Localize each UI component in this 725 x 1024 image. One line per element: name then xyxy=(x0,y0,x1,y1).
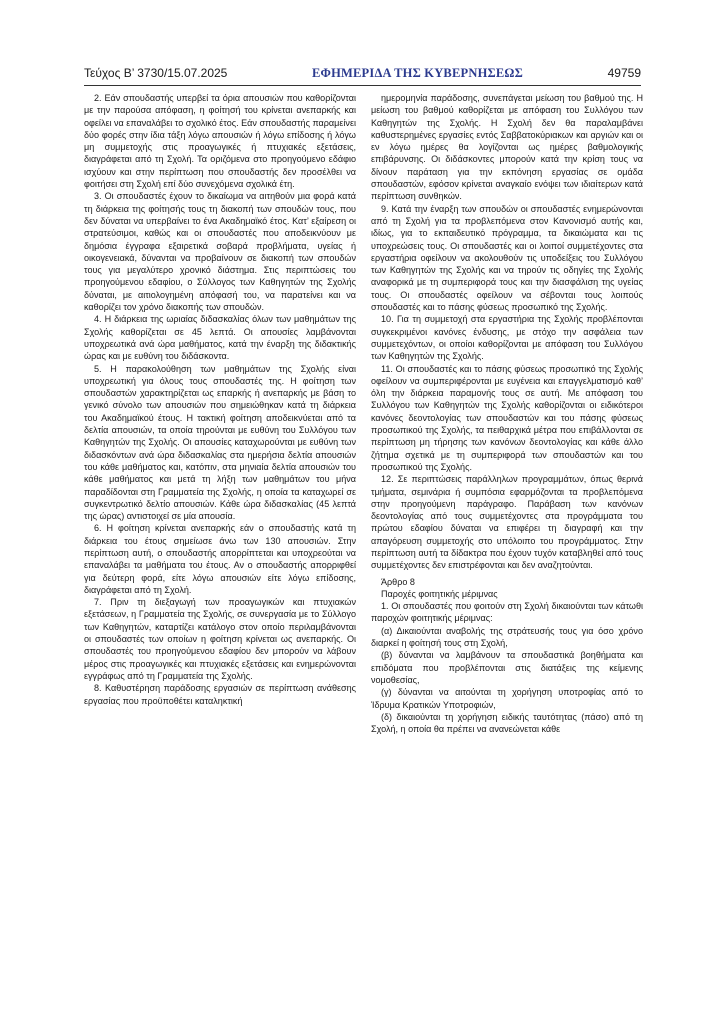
page-header xyxy=(84,66,641,84)
right-column xyxy=(371,92,643,976)
list-item: (δ) δικαιούνται τη χορήγηση ειδικής ταυτότητας (πάσο) από τη Σχολή, η οποία θα πρέπει να ανανεώνεται κάθε xyxy=(371,711,643,735)
paragraph: 6. Η φοίτηση κρίνεται ανεπαρκής εάν ο σπουδαστής κατά τη διάρκεια του έτους σημείωσε άνω των 130 απουσιών. Στην περίπτωση αυτή, ο σπουδαστής απορρίπτεται και υποχρεούται να επαναλάβει τα μαθήματα του έτους. Αν ο σπουδαστής απορριφθεί για δεύτερη φορά, είτε λόγω απουσιών είτε λόγω επίδοσης, διαγράφεται από τη Σχολή. xyxy=(84,523,356,595)
paragraph: 11. Οι σπουδαστές και το πάσης φύσεως προσωπικό της Σχολής οφείλουν να συμπεριφέρονται με ευγένεια και επαγγελματισμό καθ’ όλη την διάρκεια παραμονής τους σε αυτή. Με απόφαση του Συλλόγου των Καθηγητών της Σχολής καθορίζονται οι ειδικότεροι κανόνες δεοντολογίας των σπουδαστών και του πάσης φύσεως προσωπικού της Σχολής, τα πειθαρχικά μέτρα που επιβάλλονται σε περίπτωση μη τήρησης των κανόνων δεοντολογίας και κάθε άλλο ζήτημα σχετικά με τη συμπεριφορά των σπουδαστών και του προσωπικού της Σχολής. xyxy=(371,363,643,472)
paragraph: 9. Κατά την έναρξη των σπουδών οι σπουδαστές ενημερώνονται από τη Σχολή για τα προβλεπόμενα στον Κανονισμό αυτής και, ιδίως, για το εκπαιδευτικό πρόγραμμα, τα δικαιώματα και τις υποχρεώσεις τους. Οι σπουδαστές και οι λοιποί συμμετέχοντες στα εργαστήρια οφείλουν να ακολουθούν τις υποδείξεις του Συλλόγου των Καθηγητών της Σχολής και να τηρούν τις οδηγίες της Σχολής αναφορικά με τη συμπεριφορά τους και την διασφάλιση της υγείας τους. Οι σπουδαστές οφείλουν να σέβονται τους λοιπούς σπουδαστές και το πάσης φύσεως προσωπικό της Σχολής. xyxy=(371,203,643,313)
journal-title: ΕΦΗΜΕΡΙΔΑ ΤΗΣ ΚΥΒΕΡΝΗΣΕΩΣ xyxy=(311,66,523,80)
paragraph: 4. Η διάρκεια της ωριαίας διδασκαλίας όλων των μαθημάτων της Σχολής καθορίζεται σε 45 λεπτά. Οι απουσίες λαμβάνονται υποχρεωτικά ανά ώρα μαθήματος, κατά την έναρξη της διδακτικής ώρας και με ευθύνη του διδάσκοντα. xyxy=(84,314,356,362)
paragraph: ημερομηνία παράδοσης, συνεπάγεται μείωση του βαθμού της. Η μείωση του βαθμού καθορίζεται με απόφαση του Συλλόγου των Καθηγητών της Σχολής. Η Σχολή δεν θα παραλαμβάνει καθυστερημένες εργασίες εντός Σαββατοκύριακων και αργιών και οι εν λόγω ημέρες θα λογίζονται ως ημέρες βαθμολογικής επιβάρυνσης. Οι διδάσκοντες μπορούν κατά την κρίση τους να δίνουν παράταση για την εκπόνηση εργασίας σε ομάδα σπουδαστών, εφόσον κρίνεται αναγκαίο ενόψει των ιδιαίτερων κατά περίπτωση συνθηκών. xyxy=(371,93,643,202)
header-rule xyxy=(84,85,641,86)
article-title: Παροχές φοιτητικής μέριμνας xyxy=(381,588,498,599)
list-item: (γ) δύνανται να αιτούνται τη χορήγηση υποτροφίας από το Ίδρυμα Κρατικών Υποτροφιών, xyxy=(371,687,643,710)
paragraph: 1. Οι σπουδαστές που φοιτούν στη Σχολή δικαιούνται των κάτωθι παροχών φοιτητικής μέριμνας: xyxy=(371,601,643,624)
list-item: (β) δύνανται να λαμβάνουν τα σπουδαστικά βοηθήματα και επιδόματα που προβλέπονται στις διατάξεις της κείμενης νομοθεσίας, xyxy=(371,650,643,685)
left-column xyxy=(84,92,356,976)
article-number: Άρθρο 8 xyxy=(381,576,415,587)
paragraph: 12. Σε περιπτώσεις παράλληλων προγραμμάτων, όπως θερινά τμήματα, σεμινάρια ή συμπόσια εφαρμόζονται τα προβλεπόμενα στην προηγούμενη παράγραφο. Παράβαση των κανόνων δεοντολογίας από τους συμμετέχοντες στα προγράμματα του πρώτου εδαφίου δύναται να επιφέρει τη διαγραφή και την απαγόρευση συμμετοχής στο υπόλοιπο του προγράμματος. Στην περίπτωση αυτή τα δίδακτρα που έχουν τυχόν καταβληθεί από τους συμμετέχοντες δεν επιστρέφονται και δεν αναζητούνται. xyxy=(371,474,643,571)
paragraph: 10. Για τη συμμετοχή στα εργαστήρια της Σχολής προβλέπονται συγκεκριμένοι κανόνες ένδυσης, με στόχο την ασφάλεια των συμμετεχόντων, οι οποίοι καθορίζονται με απόφαση του Συλλόγου των Καθηγητών της Σχολής. xyxy=(371,314,643,362)
issue-label: Τεύχος B’ 3730/15.07.2025 xyxy=(84,66,228,80)
paragraph: 8. Καθυστέρηση παράδοσης εργασιών σε περίπτωση ανάθεσης εργασίας που προϋποθέτει καταληκτική xyxy=(84,683,356,706)
page-number: 49759 xyxy=(607,66,641,80)
paragraph: 7. Πριν τη διεξαγωγή των προαγωγικών και πτυχιακών εξετάσεων, η Γραμματεία της Σχολής, σε συνεργασία με το Σύλλογο των Καθηγητών, καταρτίζει κατάλογο στον οποίο περιλαμβάνονται οι σπουδαστές των οποίων η φοίτηση κρίνεται ως ανεπαρκής. Οι σπουδαστές του προηγούμενου εδαφίου δεν μπορούν να λάβουν μέρος στις προαγωγικές και πτυχιακές εξετάσεις και ενημερώνονται εγγράφως από τη Γραμματεία της Σχολής. xyxy=(84,597,356,681)
paragraph: 2. Εάν σπουδαστής υπερβεί τα όρια απουσιών που καθορίζονται με την παρούσα απόφαση, η φοίτησή του κρίνεται ανεπαρκής και οφείλει να επαναλάβει το σχολικό έτος. Εάν σπουδαστής παραμείνει δύο φορές στην ίδια τάξη λόγω απουσιών ή λόγω επίδοσης ή λόγω μη συμμετοχής στις προαγωγικές ή πτυχιακές εξετάσεις, διαγράφεται από τη Σχολή. Τα οριζόμενα στο προηγούμενο εδάφιο ισχύουν και στην περίπτωση που σπουδαστής δεν προσέλθει να φοιτήσει στη Σχολή επί δύο συνεχόμενα σχολικά έτη. xyxy=(84,93,356,190)
paragraph: 5. Η παρακολούθηση των μαθημάτων της Σχολής είναι υποχρεωτική για όλους τους σπουδαστές της. Η φοίτηση των σπουδαστών χαρακτηρίζεται ως επαρκής ή ανεπαρκής με βάση το γενικό σύνολο των απουσιών που σημειώθηκαν κατά τη διάρκεια του Ακαδημαϊκού έτους. Η τακτική φοίτηση αποδεικνύεται από τα δελτία απουσιών, τα οποία τηρούνται με ευθύνη του Συλλόγου των Καθηγητών της Σχολής. Οι απουσίες καταχωρούνται με ευθύνη των διδασκόντων ανά ώρα διδασκαλίας στα ημερήσια δελτία απουσιών του κάθε μαθήματος και, κατόπιν, στα μηνιαία δελτία απουσιών του κάθε μαθήματος και μετά τη λήξη των μαθημάτων του μήνα παραδίδονται στη Γραμματεία της Σχολής, η οποία τα καταχωρεί σε συγκεντρωτικό δελτίο απουσιών. Κάθε ώρα διδασκαλίας (45 λεπτά της ώρας) αντιστοιχεί σε μία απουσία. xyxy=(84,363,356,522)
paragraph: 3. Οι σπουδαστές έχουν το δικαίωμα να αιτηθούν μια φορά κατά τη διάρκεια της φοίτησής τους τη διακοπή των σπουδών τους, που δεν δύναται να υπερβαίνει το ένα Ακαδημαϊκό έτος. Κατ’ εξαίρεση οι στρατεύσιμοι, καθώς και οι σπουδαστές που αποδεικνύουν με δημόσια έγγραφα εξαιρετικά σοβαρά προβλήματα, υγείας ή οικογενειακά, δύνανται να προβαίνουν σε διακοπή των σπουδών τους για μεγαλύτερο χρονικό διάστημα. Στις περιπτώσεις του προηγούμενου εδαφίου, ο Σύλλογος των Καθηγητών της Σχολής δύναται, με αιτιολογημένη απόφασή του, να παρατείνει και να καθορίζει τον χρόνο διακοπής των σπουδών. xyxy=(84,191,356,313)
list-item: (α) Δικαιούνται αναβολής της στράτευσής τους για όσο χρόνο διαρκεί η φοίτησή τους στη Σχολή, xyxy=(371,625,643,649)
